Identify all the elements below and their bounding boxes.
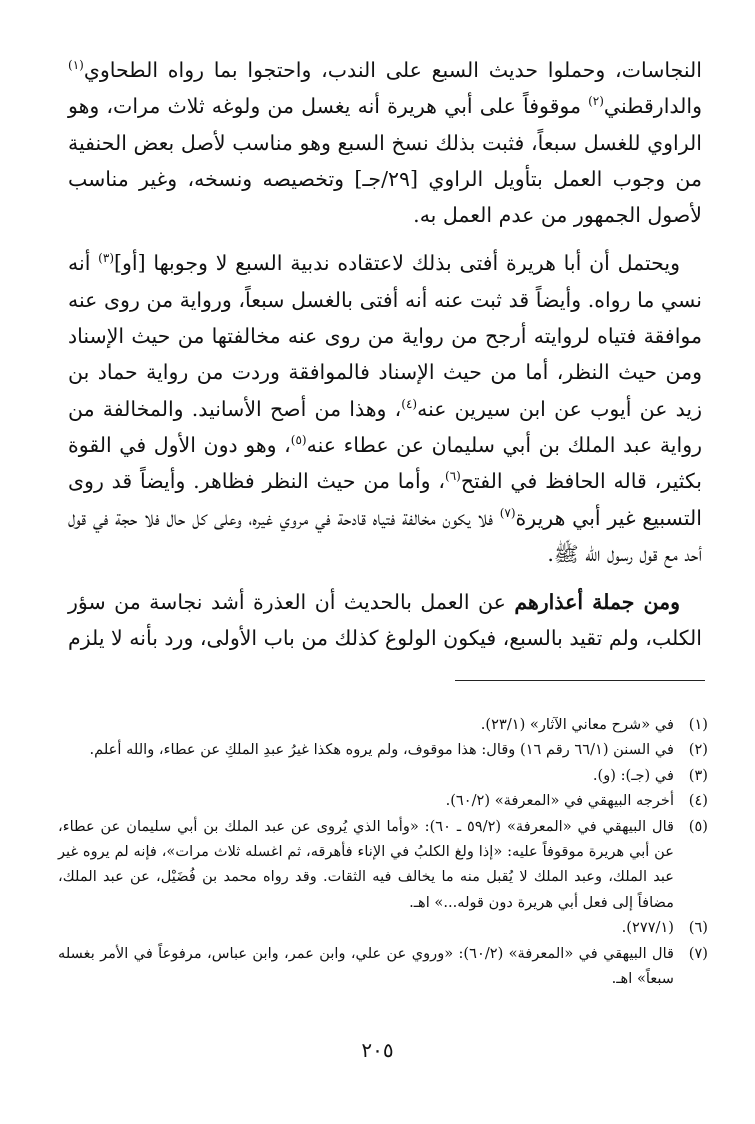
text-run: أنه نسي ما رواه. وأيضاً قد ثبت عنه أنه أفتى بالغسل سبعاً، ورواية من روى عنه موافقة فتياه لروايته أرجح من رواية من روى عنه مخالفتها من حيث الإسناد ومن حيث النظر، أما من حيث الإسناد فالموافقة وردت من رواية حماد بن زيد عن أيوب عن ابن سيرين عنه bbox=[68, 251, 702, 421]
footnote bbox=[58, 763, 708, 788]
paragraph-3 bbox=[68, 584, 702, 657]
footnote-text: (٢٧٧/١). bbox=[621, 919, 674, 937]
footnote-number: (٦) bbox=[688, 919, 708, 937]
footnote-number: (٤) bbox=[688, 792, 708, 810]
text-run: موقوفاً على أبي هريرة أنه يغسل من ولوغه ثلاث مرات، وهو الراوي للغسل سبعاً، فثبت بذلك نسخ السبع وهو مناسب لأصل بعض الحنفية من وجوب العمل بتأويل الراوي [٢٩/جـ] وتخصيصه ونسخه، وغير مناسب لأصول الجمهور من عدم العمل به. bbox=[68, 94, 702, 228]
footnote-number: (٧) bbox=[688, 944, 708, 962]
paragraph-2 bbox=[68, 245, 702, 572]
text-run: النجاسات، وحملوا حديث السبع على الندب، واحتجوا بما رواه الطحاوي bbox=[83, 58, 702, 82]
footnote-number: (٥) bbox=[688, 817, 708, 835]
footnote-ref[interactable]: (١) bbox=[68, 58, 84, 73]
footnote-ref[interactable]: (٥) bbox=[290, 433, 307, 448]
footnote-text: أخرجه البيهقي في «المعرفة» (٦٠/٢). bbox=[445, 792, 674, 810]
text-run: فلا يكون مخالفة فتياه قادحة في مروي غيره، وعلى كل حال فلا حجة في قول أحد مع قول رسول الله ﷺ. bbox=[68, 505, 702, 566]
footnote-text: قال البيهقي في «المعرفة» (٦٠/٢): «وروي عن علي، وابن عمر، وابن عباس، مرفوعاً في الأمر بغسله سبعاً» اهـ. bbox=[58, 944, 675, 988]
footnote-text: في (جـ): (و). bbox=[592, 766, 674, 784]
footnote-number: (٣) bbox=[688, 766, 708, 784]
footnote-text: قال البيهقي في «المعرفة» (٥٩/٢ ـ ٦٠): «وأما الذي يُروى عن عبد الملك بن أبي سليمان عن عطاء، عن أبي هريرة موقوفاً عليه: «إذا ولغ الكلبُ في الإناء فأهرقه، ثم اغسله ثلاث مرات»، فإنه لم يروه غير عبد الملك، وعبد الملك لا يُقبل منه ما يخالف فيه الثقات. وقد رواه محمد بن فُضَيْل، عن عبد الملك، مضافاً إلى فعل أبي هريرة دون قوله...» اهـ. bbox=[58, 817, 675, 911]
text-run: عن العمل بالحديث أن العذرة أشد نجاسة من سؤر الكلب، ولم تقيد بالسبع، فيكون الولوغ كذلك من باب الأولى، ورد بأنه لا يلزم bbox=[68, 590, 702, 651]
paragraph-1 bbox=[68, 52, 702, 233]
footnote bbox=[58, 737, 708, 762]
footnote-text: في السنن (٦٦/١ رقم ١٦) وقال: هذا موقوف، ولم يروه هكذا غيرُ عبدِ الملكِ عن عطاء، والله أعلم. bbox=[89, 741, 674, 759]
footnote-text: في «شرح معاني الآثار» (٢٣/١). bbox=[480, 716, 674, 733]
text-run: ، وهو دون الأول في القوة بكثير، قاله الحافظ في الفتح bbox=[68, 432, 702, 494]
text-run: والدارقطني bbox=[603, 94, 702, 119]
text-run: ، وهذا من أصح الأسانيد. والمخالفة من رواية عبد الملك بن أبي سليمان عن عطاء عنه bbox=[68, 396, 703, 457]
footnote-ref[interactable]: (٤) bbox=[401, 396, 418, 411]
footnote bbox=[58, 814, 708, 916]
footnote bbox=[58, 712, 708, 737]
footnote-number: (١) bbox=[688, 716, 708, 733]
footnote-ref[interactable]: (٣) bbox=[98, 251, 114, 266]
footnote bbox=[58, 941, 708, 992]
footnote bbox=[58, 915, 708, 940]
main-text bbox=[68, 52, 702, 657]
text-run: ، وأما من حيث النظر فظاهر. وأيضاً قد روى التسبيع غير أبي هريرة bbox=[68, 469, 702, 530]
footnote bbox=[58, 788, 708, 813]
bold-heading-phrase: ومن جملة أعذارهم bbox=[514, 590, 680, 615]
footnote-number: (٢) bbox=[688, 741, 708, 759]
text-run: ويحتمل أن أبا هريرة أفتى بذلك لاعتقاده ندبية السبع لا وجوبها [أو] bbox=[114, 251, 680, 276]
footnotes bbox=[58, 712, 708, 991]
footnote-separator bbox=[455, 680, 705, 681]
footnote-ref[interactable]: (٧) bbox=[499, 505, 516, 520]
footnote-ref[interactable]: (٢) bbox=[588, 94, 604, 109]
footnote-ref[interactable]: (٦) bbox=[445, 469, 461, 484]
page-number: ٢٠٥ bbox=[361, 1038, 394, 1062]
